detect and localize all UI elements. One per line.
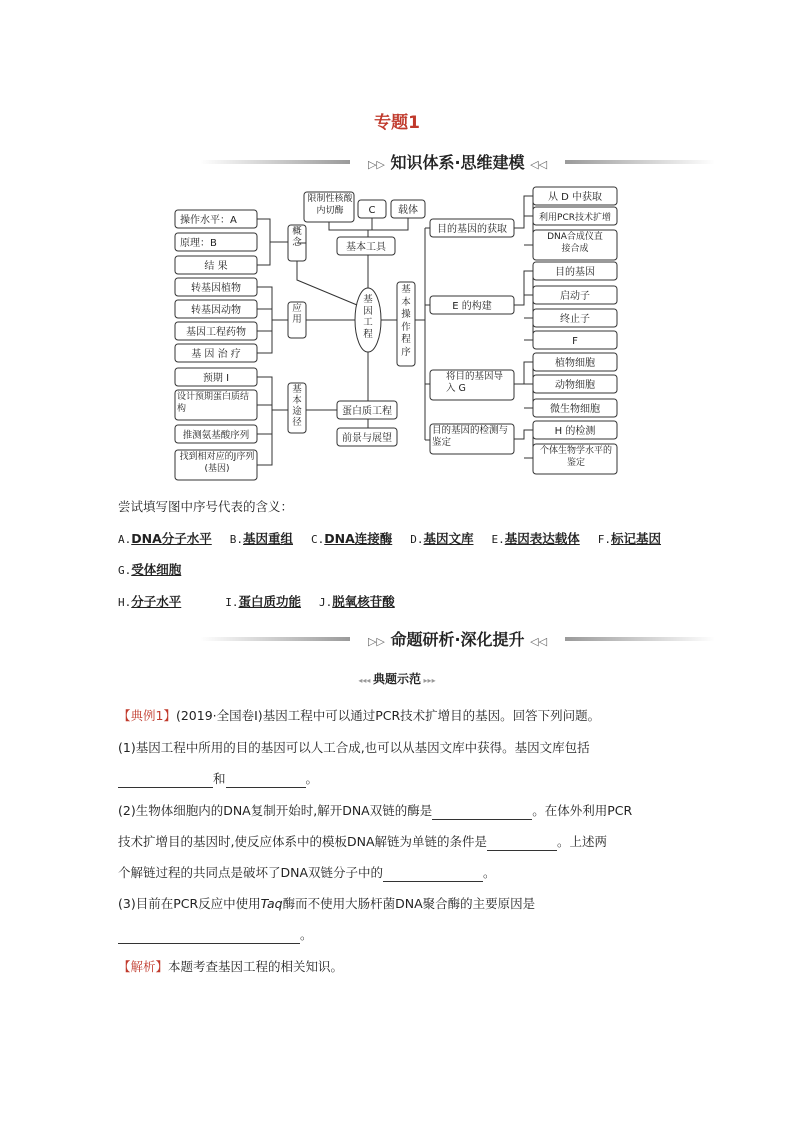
concept-item-principle: 原理：B: [180, 238, 217, 249]
example-intro: 【典例1】(2019·全国卷Ⅰ)基因工程中可以通过PCR技术扩增目的基因。回答下列问题。: [118, 708, 601, 723]
answer-blank[interactable]: [118, 929, 300, 944]
question-2-cont2: 个解链过程的共同点是破坏了DNA双链分子中的 。: [118, 865, 496, 880]
build-item: 目的基因: [555, 267, 595, 278]
answer-blank[interactable]: [432, 805, 532, 820]
answer-blank[interactable]: [487, 836, 557, 851]
center-node: 基因工程: [363, 294, 373, 340]
build-item: 启动子: [560, 291, 590, 302]
answer-A: DNA分子水平: [131, 531, 212, 546]
answer-blank[interactable]: [226, 773, 306, 788]
path-item: 推测氨基酸序列: [182, 430, 250, 441]
section2-title: 命题研析·深化提升: [390, 630, 525, 649]
jiben-gongju: 基本工具: [346, 242, 386, 253]
page-title: 专题1: [374, 113, 420, 133]
apply-item: 转基因植物: [191, 283, 241, 294]
prompt-text: 尝试填写图中序号代表的含义：: [118, 499, 294, 514]
get-item: 从 D 中获取: [547, 192, 603, 203]
tool-item: C: [368, 205, 376, 216]
answers-row-3: H.分子水平 I.蛋白质功能 J.脱氧核苷酸: [118, 594, 395, 609]
build-item: F: [572, 336, 578, 347]
answer-G: 受体细胞: [131, 562, 182, 577]
question-1-blanks: 和 。: [118, 770, 318, 788]
prospect: 前景与展望: [342, 433, 392, 444]
answer-E: 基因表达载体: [504, 531, 580, 546]
analysis: 【解析】本题考查基因工程的相关知识。: [118, 959, 344, 974]
answer-B: 基因重组: [243, 531, 294, 546]
path-item: 找到相对应的J序列(基因): [179, 452, 255, 474]
label-jiben-tujing: 基本途径: [292, 384, 302, 428]
section1-title: 知识体系·思维建模: [390, 153, 525, 172]
step-item: E 的构建: [452, 301, 492, 312]
apply-item: 转基因动物: [191, 305, 241, 316]
step-item: 目的基因的获取: [437, 224, 507, 235]
analysis-tag: 【解析】: [118, 959, 169, 974]
answer-F: 标记基因: [611, 531, 662, 546]
answer-I: 蛋白质功能: [238, 594, 302, 609]
answer-J: 脱氧核苷酸: [332, 594, 395, 609]
get-item: DNA合成仪直接合成: [547, 232, 603, 254]
build-item: 终止子: [560, 314, 590, 325]
path-item: 预期 I: [202, 373, 230, 384]
answer-blank[interactable]: [383, 867, 483, 882]
concept-map: [0, 0, 794, 500]
question-2: (2)生物体细胞内的DNA复制开始时,解开DNA双链的酶是 。在体外利用PCR: [118, 803, 633, 818]
section-banner-study: ▷▷ 命题研析·深化提升 ◁◁: [200, 627, 715, 649]
step-item: 将目的基因导入 G: [446, 371, 504, 394]
answers-row-1: A.DNA分子水平 B.基因重组 C.DNA连接酶 D.基因文库 E.基因表达载体 F.标记基因: [118, 531, 662, 546]
answer-C: DNA连接酶: [324, 531, 393, 546]
apply-item: 基因工程药物: [186, 327, 246, 338]
question-3-blank: 。: [118, 926, 313, 944]
apply-item: 基 因 治 疗: [191, 349, 241, 360]
concept-item-result: 结 果: [204, 261, 228, 272]
section-banner-knowledge: ▷▷ 知识体系·思维建模 ◁◁: [200, 150, 715, 172]
import-item: 微生物细胞: [550, 404, 600, 415]
answers-row-2: G.受体细胞: [118, 562, 182, 577]
get-item: 利用PCR技术扩增: [539, 213, 611, 223]
label-jiben-chengxu: 基本操作程序: [401, 284, 411, 358]
answer-D: 基因文库: [423, 531, 474, 546]
path-item: 设计预期蛋白质结构: [177, 392, 250, 414]
concept-item-level: 操作水平：A: [180, 215, 237, 226]
question-2-cont: 技术扩增目的基因时,使反应体系中的模板DNA解链为单链的条件是 。上述两: [118, 834, 608, 849]
protein-eng: 蛋白质工程: [342, 406, 392, 417]
tool-item: 限制性核酸内切酶: [307, 194, 353, 216]
import-item: 植物细胞: [555, 358, 595, 369]
example-tag: 【典例1】: [118, 708, 176, 723]
sub-heading: ◂◂◂ 典题示范 ▸▸▸: [358, 672, 436, 686]
step-item: 目的基因的检测与鉴定: [432, 425, 509, 448]
tool-item: 载体: [398, 205, 418, 216]
answer-blank[interactable]: [118, 773, 213, 788]
label-gainian: 概念: [292, 226, 302, 248]
answer-H: 分子水平: [131, 594, 182, 609]
detect-item: 个体生物学水平的鉴定: [539, 446, 612, 468]
question-3: (3)目前在PCR反应中使用Taq酶而不使用大肠杆菌DNA聚合酶的主要原因是: [118, 896, 536, 911]
label-yingyong: 应用: [292, 303, 302, 325]
question-1: (1)基因工程中所用的目的基因可以人工合成,也可以从基因文库中获得。基因文库包括: [118, 740, 590, 755]
import-item: 动物细胞: [555, 380, 595, 391]
detect-item: H 的检测: [554, 426, 596, 437]
